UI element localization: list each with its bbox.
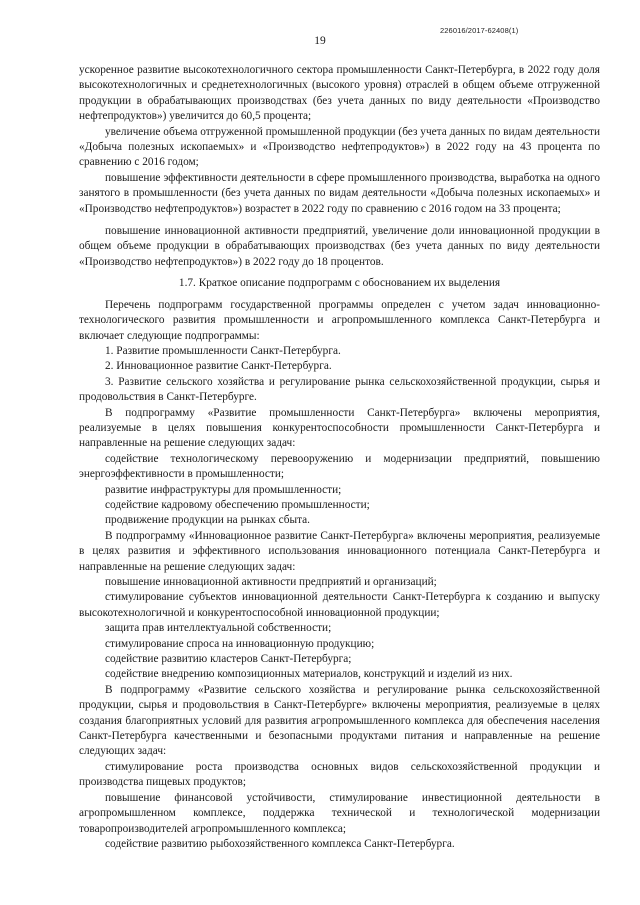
list-item: повышение финансовой устойчивости, стимулирование инвестиционной деятельности в агропромышленном комплексе, поддержка технической и технологической модернизации товаропроизводителей агропромышленного комплекса; (79, 791, 600, 835)
paragraph: В подпрограмму «Инновационное развитие Санкт-Петербурга» включены мероприятия, реализуемые в целях развития и эффективного использования инновационного потенциала Санкт-Петербурга и направленные на решение следующих задач: (79, 529, 600, 573)
list-item: стимулирование спроса на инновационную продукцию; (105, 637, 375, 650)
list-item: стимулирование субъектов инновационной деятельности Санкт-Петербурга к созданию и выпуску высокотехнологичной и конкурентоспособной инновационной продукции; (79, 591, 600, 619)
list-item: содействие внедрению композиционных материалов, конструкций и изделий из них. (105, 668, 513, 681)
list-item: развитие инфраструктуры для промышленности; (105, 483, 342, 496)
list-item: продвижение продукции на рынках сбыта. (105, 514, 310, 527)
document-body (79, 63, 600, 852)
paragraph: Перечень подпрограмм государственной программы определен с учетом задач инновационно-технологического развития промышленности и агропромышленного комплекса Санкт-Петербурга и включает следующие подпрограммы: (79, 298, 600, 342)
paragraph: увеличение объема отгруженной промышленной продукции (без учета данных по видам деятельности «Добыча полезных ископаемых» и «Производство нефтепродуктов») в 2022 году на 43 процента по сравнению с 2016 годом; (79, 125, 600, 169)
list-item: содействие технологическому перевооружению и модернизации предприятий, повышению энергоэффективности в промышленности; (79, 452, 600, 481)
list-item: повышение инновационной активности предприятий и организаций; (105, 576, 437, 588)
paragraph: повышение эффективности деятельности в сфере промышленного производства, выработка на одного занятого в промышленности (без учета данных по видам деятельности «Добыча полезных ископаемых» и «Производство нефтепродуктов») возрастет в 2022 году по сравнению с 2016 годом на 33 процента; (79, 171, 600, 215)
paragraph: ускоренное развитие высокотехнологичного сектора промышленности Санкт-Петербурга, в 2022 году доля высокотехнологичных и среднетехнологичных (высокого уровня) отраслей в общем объеме отгруженной продукции в обрабатывающих производствах (без учета данных по виду деятельности «Производство нефтепродуктов») увеличится до 60,5 процента; (79, 64, 600, 123)
list-item: 3. Развитие сельского хозяйства и регулирование рынка сельскохозяйственной продукции, сырья и продовольствия в Санкт-Петербурге. (79, 375, 600, 404)
list-item: содействие развитию кластеров Санкт-Петербурга; (105, 653, 352, 666)
list-item: 2. Инновационное развитие Санкт-Петербурга. (105, 360, 332, 373)
list-item: защита прав интеллектуальной собственности; (105, 622, 332, 635)
list-item: содействие кадровому обеспечению промышленности; (105, 498, 370, 511)
section-heading: 1.7. Краткое описание подпрограмм с обоснованием их выделения (178, 277, 501, 290)
paragraph: В подпрограмму «Развитие сельского хозяйства и регулирование рынка сельскохозяйственной продукции, сырья и продовольствия в Санкт-Петербурге» включены мероприятия, реализуемые в целях создания благоприятных условий для развития агропромышленного комплекса для обеспечения населения Санкт-Петербурга качественными и безопасными продуктами питания и направленные на решение следующих задач: (79, 683, 600, 758)
document-id: 226016/2017-62408(1) (440, 26, 519, 35)
paragraph: повышение инновационной активности предприятий, увеличение доли инновационной продукции в общем объеме продукции в обрабатывающих производствах (без учета данных по виду деятельности «Производство нефтепродуктов») в 2022 году до 18 процентов. (79, 225, 600, 268)
list-item: стимулирование роста производства основных видов сельскохозяйственной продукции и производства пищевых продуктов; (79, 760, 600, 789)
page-number: 19 (314, 35, 326, 47)
list-item: 1. Развитие промышленности Санкт-Петербурга. (105, 344, 341, 357)
list-item: содействие развитию рыбохозяйственного комплекса Санкт-Петербурга. (105, 837, 455, 850)
paragraph: В подпрограмму «Развитие промышленности Санкт-Петербурга» включены мероприятия, реализуемые в целях повышения конкурентоспособности промышленности Санкт-Петербурга и направленные на решение следующих задач: (79, 406, 600, 450)
